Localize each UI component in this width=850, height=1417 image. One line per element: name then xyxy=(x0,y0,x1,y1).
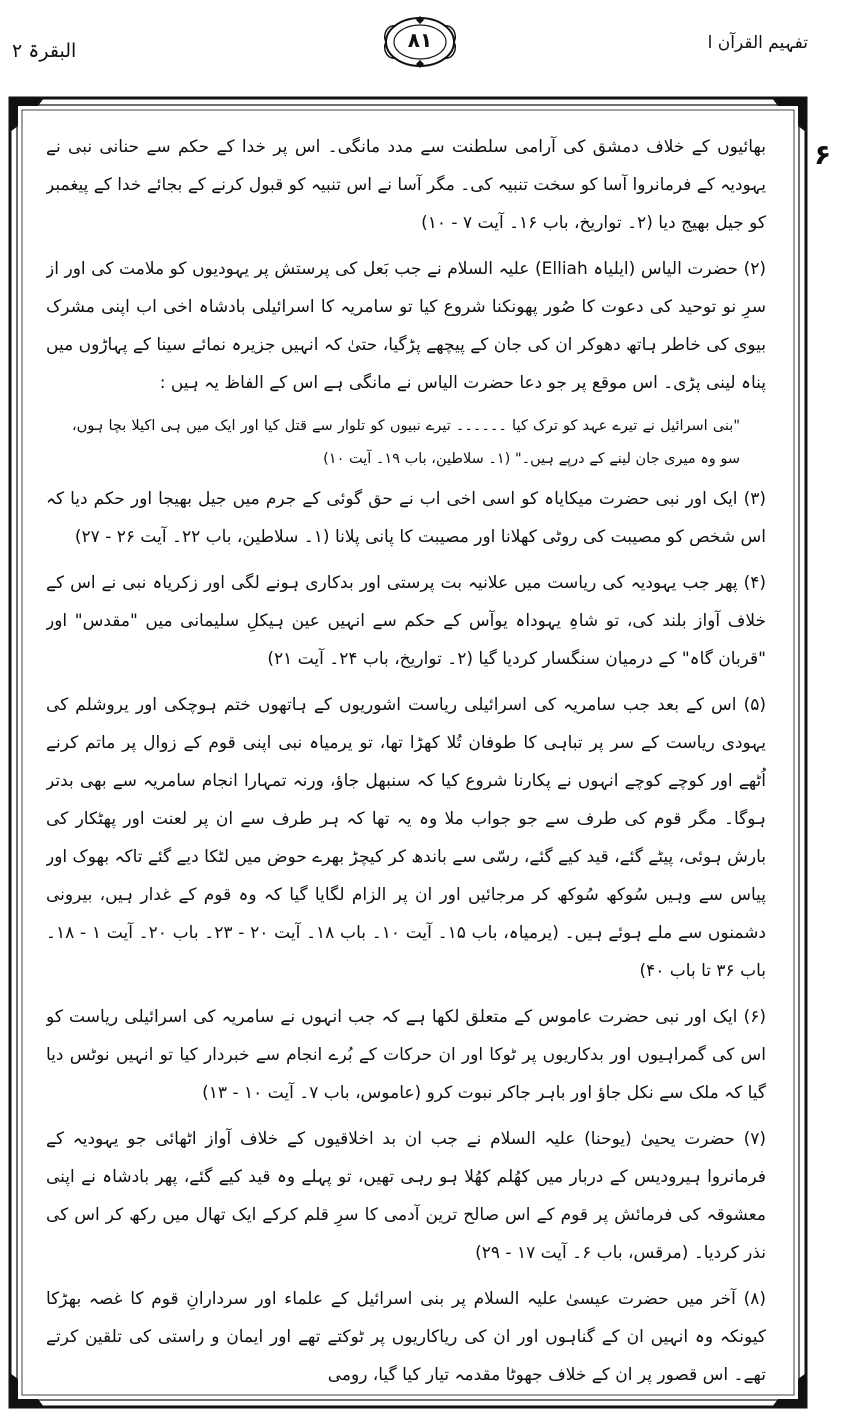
paragraph xyxy=(46,564,766,678)
paragraph-text: (۶) ایک اور نبی حضرت عاموس کے متعلق لکھا ہے کہ جب انہوں نے سامریہ کی اسرائیلی ریاست کو اس کی گمراہیوں اور بدکاریوں پر ٹوکا اور ان حرکات کے بُرے انجام سے خبردار کیا تو انہیں نوٹس دیا گیا کہ ملک سے نکل جاؤ اور باہر جاکر نبوت کرو xyxy=(46,1007,766,1103)
paragraph-text: بھائیوں کے خلاف دمشق کی آرامی سلطنت سے مدد مانگی۔ اس پر خدا کے حکم سے حنانی نبی نے یہودیہ کے فرمانروا آسا کو سخت تنبیہ کی۔ مگر آسا نے اس تنبیہ کو قبول کرنے کے بجائے خدا کے پیغمبر کو جیل بھیج دیا xyxy=(46,137,766,233)
page-header xyxy=(0,0,850,95)
paragraph xyxy=(46,686,766,990)
paragraph-text: (۴) پھر جب یہودیہ کی ریاست میں علانیہ بت پرستی اور بدکاری ہونے لگی اور زکریاہ نبی نے اس کے خلاف آواز بلند کی، تو شاہِ یہوداہ یوآس کے حکم سے انہیں عین ہیکلِ سلیمانی میں "مقدس" اور "قربان گاہ" کے درمیان سنگسار کردیا گیا xyxy=(46,573,766,669)
quotation-text: "بنی اسرائیل نے تیرے عہد کو ترک کیا ۔۔۔۔۔۔ تیرے نبیوں کو تلوار سے قتل کیا اور ایک میں ہی اکیلا بچا ہوں، سو وہ میری جان لینے کے درپے ہیں۔" xyxy=(72,418,740,467)
quotation xyxy=(72,410,740,476)
quotation-reference: (۱۔ سلاطین، باب ۱۹۔ آیت ۱۰) xyxy=(323,451,511,467)
page-number: ۸۱ xyxy=(407,28,433,52)
paragraph-text: (۸) آخر میں حضرت عیسیٰ علیہ السلام پر بنی اسرائیل کے علماء اور سردارانِ قوم کا غصہ بھڑکا کیونکہ وہ انہیں ان کے گناہوں اور ان کی ریاکاریوں پر ٹوکتے تھے اور ایمان و راستی کی تلقین کرتے تھے۔ اس قصور پر ان کے خلاف جھوٹا مقدمہ تیار کیا گیا، رومی xyxy=(46,1289,766,1385)
paragraph-text: (۷) حضرت یحییٰ (یوحنا) علیہ السلام نے جب ان بد اخلاقیوں کے خلاف آواز اٹھائی جو یہودیہ کے فرمانروا ہیرودیس کے دربار میں کھُلم کھُلا ہو رہی تھیں، تو پہلے وہ قید کیے گئے، پھر بادشاہ نے اپنی معشوقہ کی فرمائش پر قوم کے اس صالح ترین آدمی کا سرِ قلم کرکے ایک تھال میں رکھ کر اس کی نذر کردیا۔ xyxy=(46,1129,766,1263)
paragraph-text: (۲) حضرت الیاس (ایلیاہ Elliah) علیہ السلام نے جب بَعل کی پرستش پر یہودیوں کو ملامت کی اور از سرِ نو توحید کی دعوت کا صُور پھونکنا شروع کیا تو سامریہ کا اسرائیلی بادشاہ اخی اب اپنی مشرک بیوی کی خاطر ہاتھ دھوکر ان کی جان کے پیچھے پڑگیا، حتیٰ کہ انہیں جزیرہ نمائے سینا کے پہاڑوں میں پناہ لینی پڑی۔ اس موقع پر جو دعا حضرت الیاس نے مانگی ہے اس کے الفاظ یہ ہیں : xyxy=(46,259,766,393)
margin-footnote-mark: ۶ xyxy=(814,138,832,171)
reference: (۱۔ سلاطین، باب ۲۲۔ آیت ۲۶ - ۲۷) xyxy=(74,527,330,547)
paragraph xyxy=(46,1120,766,1272)
paragraph-text: (۵) اس کے بعد جب سامریہ کی اسرائیلی ریاست اشوریوں کے ہاتھوں ختم ہوچکی اور یروشلم کی یہودی ریاست کے سر پر تباہی کا طوفان تُلا کھڑا تھا، تو یرمیاہ نبی اپنی قوم کے زوال پر ماتم کرنے اُٹھے اور کوچے کوچے انہوں نے پکارنا شروع کیا کہ سنبھل جاؤ، ورنہ تمہارا انجام سامریہ سے بھی بدتر ہوگا۔ مگر قوم کی طرف سے جو جواب ملا وہ یہ تھا کہ ہر طرف سے ان پر لعنت اور پھٹکار کی بارش ہوئی، پیٹے گئے، قید کیے گئے، رسّی سے باندھ کر کیچڑ بھرے حوض میں لٹکا دیے گئے تاکہ بھوک اور پیاس سے وہیں سُوکھ سُوکھ کر مرجائیں اور ان پر الزام لگایا گیا کہ وہ قوم کے غدار ہیں، بیرونی دشمنوں سے ملے ہوئے ہیں۔ xyxy=(46,695,766,943)
reference: (عاموس، باب ۷۔ آیت ۱۰ - ۱۳) xyxy=(202,1083,422,1103)
paragraph xyxy=(46,128,766,242)
paragraph xyxy=(46,1280,766,1394)
paragraph xyxy=(46,250,766,402)
paragraph xyxy=(46,998,766,1112)
main-text-column xyxy=(46,128,766,1408)
book-title: تفہیم القرآن ا xyxy=(707,33,808,53)
reference: (مرقس، باب ۶۔ آیت ۱۷ - ۲۹) xyxy=(475,1243,689,1263)
reference: (۲۔ تواریخ، باب ۲۴۔ آیت ۲۱) xyxy=(267,649,473,669)
reference: (یرمیاہ، باب ۱۵۔ آیت ۱۰۔ باب ۱۸۔ آیت ۲۰ - ۲۳۔ باب ۲۰۔ آیت ۱ - ۱۸۔ باب ۳۶ تا باب ۴۰) xyxy=(46,923,766,981)
reference: (۲۔ تواریخ، باب ۱۶۔ آیت ۷ - ۱۰) xyxy=(421,213,653,233)
paragraph xyxy=(46,480,766,556)
surah-label: البقرۃ ۲ xyxy=(12,40,77,62)
paragraph-text: (۳) ایک اور نبی حضرت میکایاہ کو اسی اخی اب نے حق گوئی کے جرم میں جیل بھیجا اور حکم دیا کہ اس شخص کو مصیبت کی روٹی کھلانا اور مصیبت کا پانی پلانا xyxy=(46,489,766,547)
